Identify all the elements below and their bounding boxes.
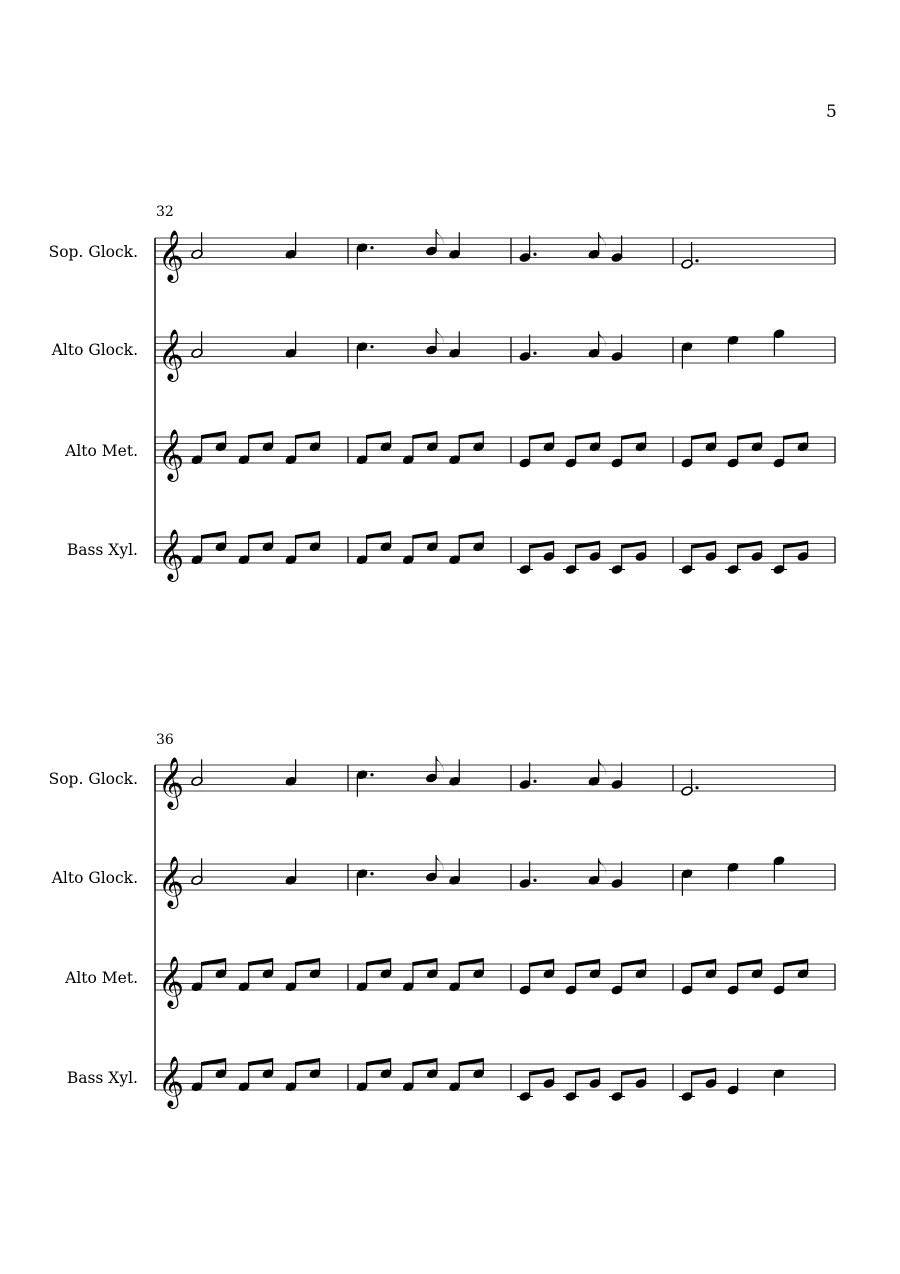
measure bbox=[356, 958, 485, 992]
treble-clef-icon: 𝄞 bbox=[158, 956, 185, 1007]
note-beam bbox=[459, 1058, 483, 1066]
note-beam bbox=[202, 431, 226, 439]
note-beam bbox=[202, 958, 226, 966]
note-beam bbox=[367, 958, 391, 966]
treble-clef-icon: 𝄞 bbox=[158, 1056, 185, 1107]
staff bbox=[155, 1056, 835, 1109]
note-beam bbox=[296, 1058, 320, 1066]
instrument-label-alto-met: Alto Met. bbox=[65, 969, 138, 987]
measure bbox=[519, 331, 623, 362]
staff bbox=[155, 429, 835, 482]
note-beam bbox=[249, 431, 273, 439]
instrument-label-sop-glock: Sop. Glock. bbox=[48, 243, 138, 261]
note-beam bbox=[296, 431, 320, 439]
note-beam bbox=[249, 531, 273, 539]
note-beam bbox=[692, 541, 716, 549]
note-beam bbox=[576, 1068, 600, 1076]
augmentation-dot bbox=[370, 345, 373, 348]
note-beam bbox=[459, 431, 483, 439]
instrument-label-sop-glock: Sop. Glock. bbox=[48, 770, 138, 788]
measure-number: 36 bbox=[156, 732, 174, 748]
augmentation-dot bbox=[370, 246, 373, 249]
instrument-label-alto-glock: Alto Glock. bbox=[51, 341, 138, 359]
measure bbox=[191, 958, 321, 992]
note-beam bbox=[784, 541, 808, 549]
measure bbox=[519, 858, 623, 889]
augmentation-dot bbox=[695, 786, 698, 789]
measure bbox=[356, 1058, 485, 1092]
measure bbox=[681, 769, 699, 796]
augmentation-dot bbox=[695, 259, 698, 262]
staff bbox=[155, 756, 835, 810]
measure bbox=[191, 232, 297, 259]
note-beam bbox=[576, 541, 600, 549]
note-flag bbox=[599, 331, 606, 347]
measure-number: 32 bbox=[156, 204, 174, 220]
measure bbox=[681, 242, 699, 269]
measure bbox=[519, 232, 623, 263]
note-beam bbox=[367, 431, 391, 439]
note-flag bbox=[436, 328, 443, 344]
measure bbox=[356, 531, 485, 565]
staff bbox=[155, 956, 835, 1009]
instrument-label-bass-xyl: Bass Xyl. bbox=[66, 541, 138, 559]
note-beam bbox=[692, 432, 716, 440]
note-beam bbox=[202, 1058, 226, 1066]
note-flag bbox=[436, 855, 443, 871]
note-flag bbox=[599, 858, 606, 874]
treble-clef-icon: 𝄞 bbox=[158, 757, 185, 808]
note-beam bbox=[530, 959, 554, 967]
augmentation-dot bbox=[533, 253, 536, 256]
treble-clef-icon: 𝄞 bbox=[158, 529, 185, 580]
instrument-label-alto-met: Alto Met. bbox=[65, 442, 138, 460]
treble-clef-icon: 𝄞 bbox=[158, 429, 185, 480]
note-beam bbox=[296, 531, 320, 539]
note-beam bbox=[692, 959, 716, 967]
staff bbox=[155, 328, 835, 382]
note-flag bbox=[599, 759, 606, 775]
note-beam bbox=[367, 1058, 391, 1066]
note-beam bbox=[622, 959, 646, 967]
note-beam bbox=[249, 1058, 273, 1066]
measure bbox=[191, 1058, 321, 1092]
page-number: 5 bbox=[826, 102, 837, 122]
note-beam bbox=[530, 1068, 554, 1076]
instrument-label-alto-glock: Alto Glock. bbox=[51, 869, 138, 887]
note-beam bbox=[530, 432, 554, 440]
treble-clef-icon: 𝄞 bbox=[158, 329, 185, 380]
note-beam bbox=[413, 1058, 437, 1066]
note-flag bbox=[599, 232, 606, 248]
augmentation-dot bbox=[533, 352, 536, 355]
note-beam bbox=[459, 958, 483, 966]
staff bbox=[155, 529, 835, 582]
note-beam bbox=[413, 958, 437, 966]
note-beam bbox=[296, 958, 320, 966]
system bbox=[155, 756, 835, 1109]
measure bbox=[191, 759, 297, 786]
note-beam bbox=[622, 432, 646, 440]
note-beam bbox=[530, 541, 554, 549]
measure bbox=[679, 1068, 785, 1102]
measure bbox=[356, 431, 485, 465]
staff bbox=[155, 855, 835, 909]
note-beam bbox=[622, 1068, 646, 1076]
augmentation-dot bbox=[533, 879, 536, 882]
measure bbox=[517, 541, 647, 575]
note-flag bbox=[436, 229, 443, 245]
measure bbox=[679, 541, 809, 575]
note-beam bbox=[784, 959, 808, 967]
note-beam bbox=[784, 432, 808, 440]
note-beam bbox=[249, 958, 273, 966]
note-beam bbox=[202, 531, 226, 539]
measure bbox=[517, 1068, 647, 1102]
measure bbox=[191, 331, 297, 358]
note-beam bbox=[738, 959, 762, 967]
note-beam bbox=[367, 531, 391, 539]
note-beam bbox=[738, 432, 762, 440]
measure bbox=[191, 858, 297, 885]
note-beam bbox=[459, 531, 483, 539]
augmentation-dot bbox=[370, 773, 373, 776]
note-beam bbox=[413, 531, 437, 539]
augmentation-dot bbox=[370, 872, 373, 875]
note-beam bbox=[576, 432, 600, 440]
note-beam bbox=[622, 541, 646, 549]
note-beam bbox=[738, 541, 762, 549]
note-beam bbox=[576, 959, 600, 967]
system bbox=[155, 229, 835, 582]
measure bbox=[519, 759, 623, 790]
treble-clef-icon: 𝄞 bbox=[158, 230, 185, 281]
note-beam bbox=[413, 431, 437, 439]
staff bbox=[155, 229, 835, 283]
measure bbox=[191, 531, 321, 565]
instrument-label-bass-xyl: Bass Xyl. bbox=[66, 1069, 138, 1087]
measure bbox=[191, 431, 321, 465]
note-beam bbox=[692, 1068, 716, 1076]
treble-clef-icon: 𝄞 bbox=[158, 856, 185, 907]
note-flag bbox=[436, 756, 443, 772]
augmentation-dot bbox=[533, 780, 536, 783]
